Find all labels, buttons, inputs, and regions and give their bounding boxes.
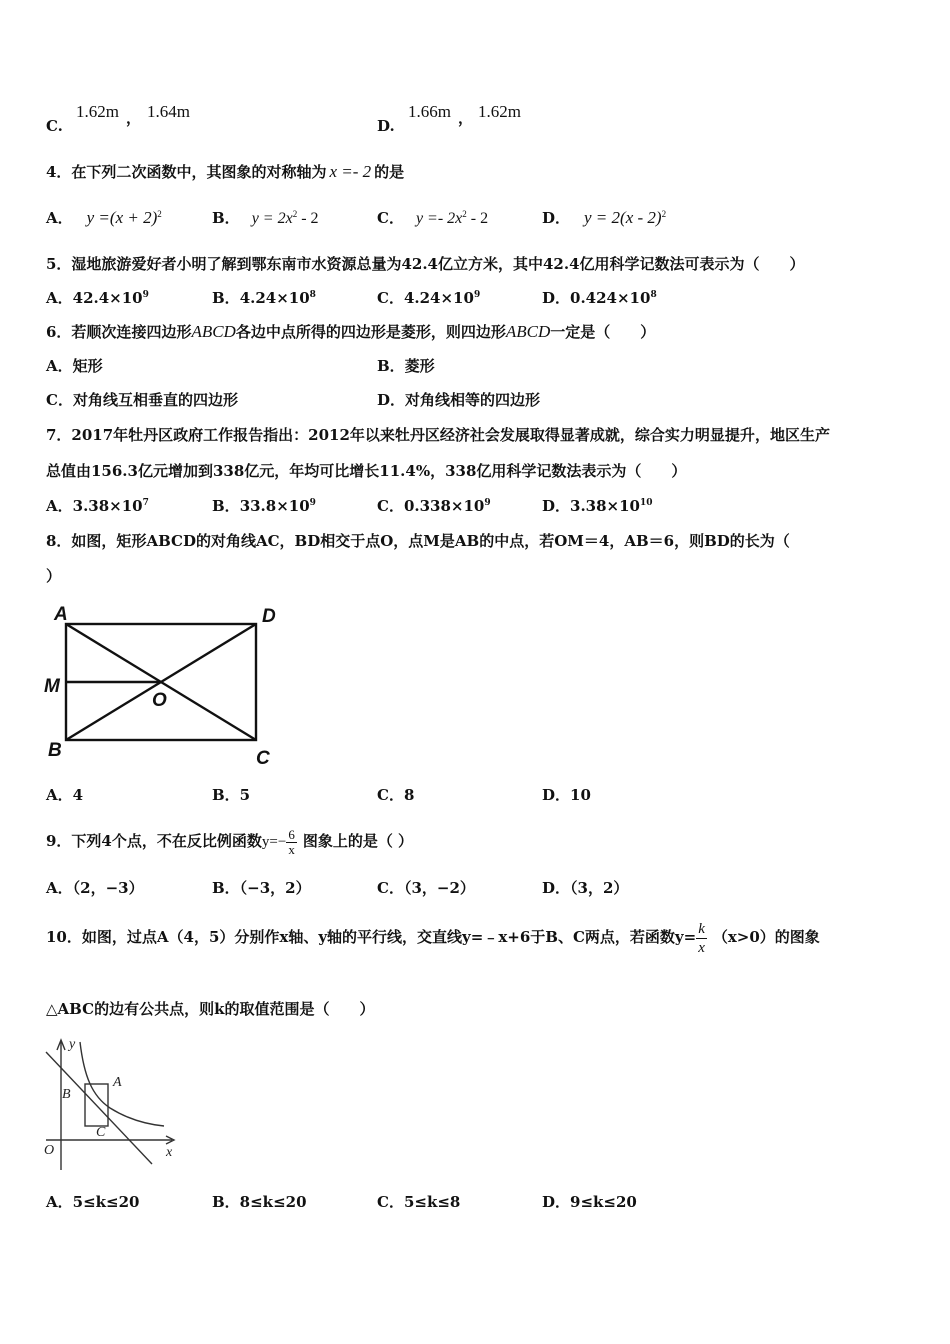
q4-stem: 4．在下列二次函数中，其图象的对称轴为 x =- 2 的是 — [46, 162, 405, 181]
label-b: B — [48, 740, 62, 761]
q7-option-b: B．$33.8\times 10^9$ — [212, 497, 316, 515]
q8-option-d: D．10 — [542, 786, 591, 804]
q8-option-a: A．4 — [46, 786, 84, 804]
q10-option-c: C．5≤k≤8 — [377, 1193, 461, 1211]
q8-stem-line2: ） — [46, 567, 62, 585]
q3-option-c-value2: 1.64m — [147, 102, 190, 121]
label-a: A — [113, 1075, 122, 1090]
q5-option-a: A．$42.4\times 10^9$ — [46, 289, 149, 307]
q9-stem: 9．下列4个点，不在反比例函数y=− $\frac{6}{x}$ 图象上的是（ ） — [46, 826, 414, 857]
q7-option-d: D．$3.38\times 10^{10}$ — [542, 497, 653, 515]
q10-stem-line2: △ABC的边有公共点，则k的取值范围是（ ） — [46, 1000, 375, 1018]
q4-option-c: C． $y =- 2x^2 - 2$ — [377, 209, 489, 227]
q9-option-b: B．（−3，2） — [212, 879, 311, 897]
q5-option-c: C．$4.24\times 10^9$ — [377, 289, 481, 307]
q8-option-c: C．8 — [377, 786, 415, 804]
q4-option-d: D． y = 2(x - 2)$^2$ — [542, 208, 667, 227]
q7-stem-line2: 总值由156.3亿元增加到338亿元，年均可比增长11.4%，338亿用科学记数法表示为（ ） — [46, 462, 687, 480]
q5-option-d: D．$0.424\times 10^8$ — [542, 289, 657, 307]
q3-option-c-sep: ， — [126, 109, 142, 127]
q6-option-c: C．对角线互相垂直的四边形 — [46, 391, 238, 409]
q3-option-d-sep: ， — [458, 109, 474, 127]
label-m: M — [44, 676, 60, 697]
q9-option-d: D．（3，2） — [542, 879, 629, 897]
q9-option-c: C．（3，−2） — [377, 879, 475, 897]
label-o: O — [152, 690, 167, 711]
function-graph-diagram — [40, 1036, 180, 1174]
label-b: B — [62, 1087, 71, 1102]
label-a: A — [54, 604, 68, 625]
q3-option-d-label: D. — [377, 117, 395, 135]
label-o: O — [44, 1143, 55, 1158]
q6-stem: 6．若顺次连接四边形ABCD各边中点所得的四边形是菱形，则四边形ABCD一定是（ ） — [46, 322, 656, 341]
q7-option-a: A．$3.38\times 10^7$ — [46, 497, 149, 515]
q10-fraction: $\frac{k}{x}$ — [698, 920, 705, 956]
q10-stem-line1: 10．如图，过点A（4，5）分别作x轴、y轴的平行线，交直线y=﹣x+6于B、C两点，若函数y= $\frac{k}{x}$ （x>0）的图象 — [46, 920, 820, 956]
label-x: x — [166, 1145, 173, 1160]
q5-option-b: B．$4.24\times 10^8$ — [212, 289, 316, 307]
q10-option-b: B．8≤k≤20 — [212, 1193, 307, 1211]
q10-option-d: D．9≤k≤20 — [542, 1193, 637, 1211]
q4-option-a: A． $y =(x + 2)^2$ — [46, 208, 162, 227]
q6-option-d: D．对角线相等的四边形 — [377, 391, 541, 409]
q10-option-a: A．5≤k≤20 — [46, 1193, 140, 1211]
rectangle-diagram — [40, 598, 290, 776]
label-c: C — [96, 1125, 106, 1140]
q9-fraction: $\frac{6}{x}$ — [288, 826, 295, 857]
q7-stem-line1: 7．2017年牡丹区政府工作报告指出：2012年以来牡丹区经济社会发展取得显著成就，综合实力明显提升，地区生产 — [46, 426, 830, 444]
q6-option-b: B．菱形 — [377, 357, 435, 375]
label-y: y — [69, 1037, 76, 1052]
q8-option-b: B．5 — [212, 786, 251, 804]
label-c: C — [256, 748, 270, 769]
q3-option-d-value1: 1.66m — [408, 102, 451, 121]
q5-stem: 5．湿地旅游爱好者小明了解到鄂东南市水资源总量为42.4亿立方米，其中42.4亿用科学记数法可表示为（ ） — [46, 255, 805, 273]
label-d: D — [262, 606, 276, 627]
q3-option-c-label: C. — [46, 117, 63, 135]
q4-option-b: B． $y = 2x^2 - 2$ — [212, 209, 319, 227]
q6-option-a: A．矩形 — [46, 357, 103, 375]
q9-option-a: A．（2，−3） — [46, 879, 144, 897]
q7-option-c: C．$0.338\times 10^9$ — [377, 497, 491, 515]
q8-stem-line1: 8．如图，矩形ABCD的对角线AC，BD相交于点O，点M是AB的中点，若OM＝4，AB＝6，则BD的长为（ — [46, 532, 790, 550]
q3-option-d-value2: 1.62m — [478, 102, 521, 121]
q3-option-c-value1: 1.62m — [76, 102, 119, 121]
